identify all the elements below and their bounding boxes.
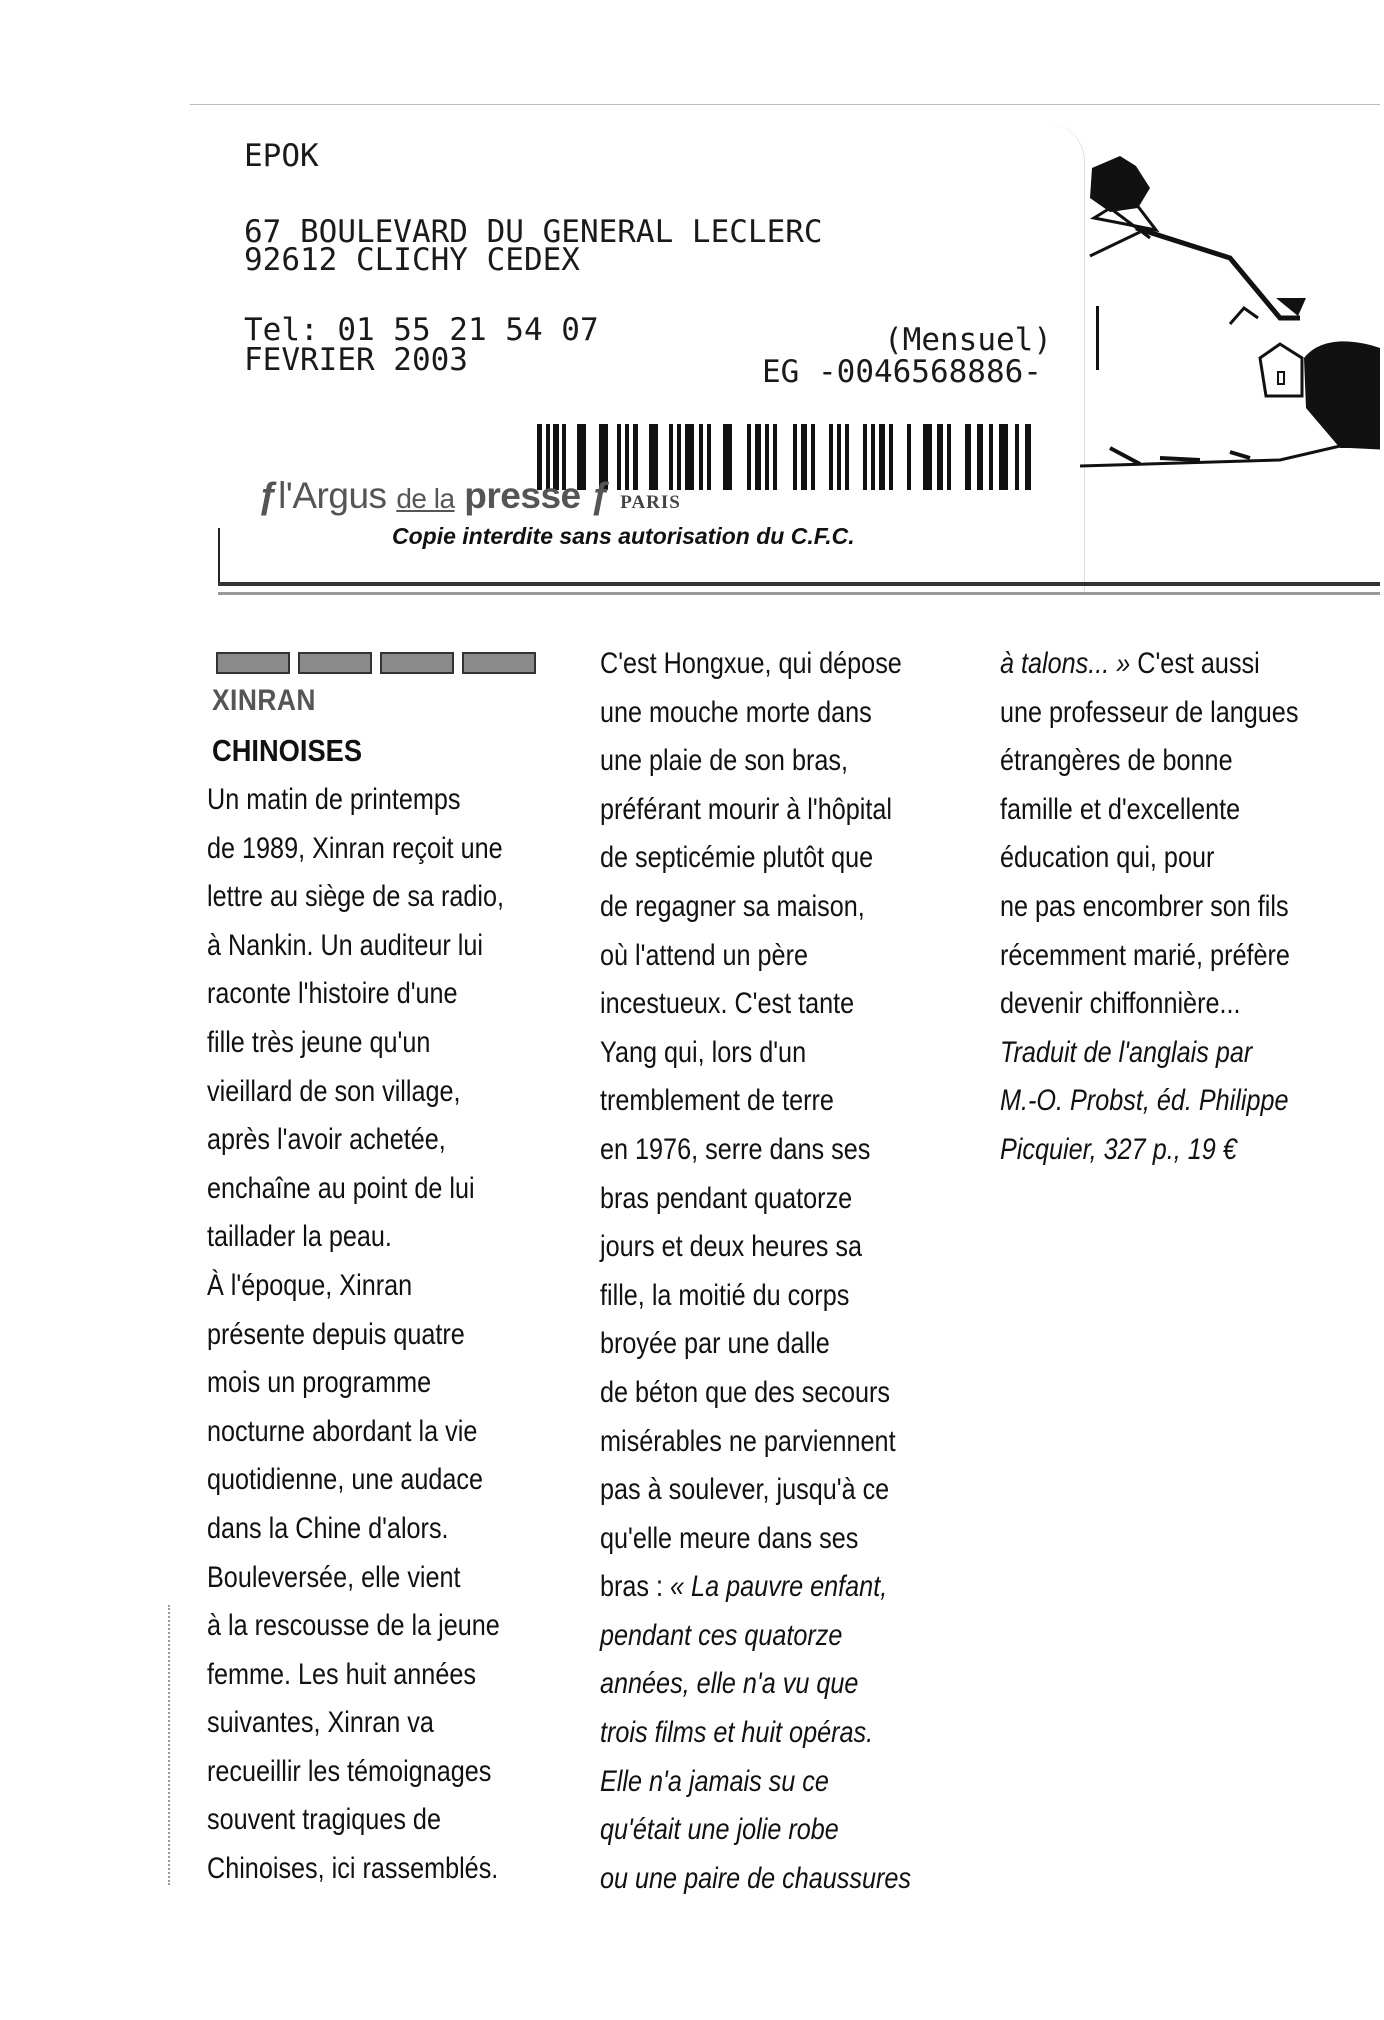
article-line: souvent tragiques de (207, 1803, 441, 1837)
article-line: une professeur de langues (1000, 695, 1299, 729)
article-line: de septicémie plutôt que (600, 841, 874, 875)
article-line: ou une paire de chaussures (600, 1861, 912, 1895)
article-line: en 1976, serre dans ses (600, 1132, 871, 1166)
article-line: qu'elle meure dans ses (600, 1521, 859, 1555)
telephone: Tel: 01 55 21 54 07 (244, 312, 599, 348)
article-line: mois un programme (207, 1366, 432, 1400)
article-line: famille et d'excellente (1000, 792, 1241, 826)
agency-prefix: l'Argus (278, 475, 397, 516)
article-text-plain: bras : (600, 1570, 671, 1604)
reference-number: EG -0046568886- (762, 354, 1042, 390)
article-line: à Nankin. Un auditeur lui (207, 928, 483, 962)
article-column-2 (600, 640, 911, 1903)
article-line (1000, 640, 1298, 689)
article-line: présente depuis quatre (207, 1317, 465, 1351)
article-line: taillader la peau. (207, 1220, 392, 1254)
top-rule (190, 104, 1380, 105)
agency-slash-icon: ƒ (590, 475, 611, 516)
frame-bottom-rule-2 (218, 592, 1380, 595)
article-line: vieillard de son village, (207, 1074, 461, 1108)
article-line: une plaie de son bras, (600, 744, 848, 778)
article-line: dans la Chine d'alors. (207, 1511, 449, 1545)
agency-presse: presse (454, 475, 581, 516)
article-quote-end: à talons... » (1000, 647, 1131, 680)
article-line: nocturne abordant la vie (207, 1414, 478, 1448)
article-line: recueillir les témoignages (207, 1754, 492, 1788)
article-line: ne pas encombrer son fils (1000, 889, 1289, 923)
frequency: (Mensuel) (884, 322, 1052, 358)
article-line: quotidienne, une audace (207, 1463, 484, 1497)
article-line: récemment marié, préfère (1000, 938, 1290, 972)
article-line: femme. Les huit années (207, 1657, 476, 1691)
article-line: de regagner sa maison, (600, 889, 865, 923)
article-author: XINRAN (212, 684, 316, 717)
article-line: fille très jeune qu'un (207, 1025, 431, 1059)
article-line: pendant ces quatorze (600, 1618, 843, 1652)
article-line: M.-O. Probst, éd. Philippe (1000, 1084, 1289, 1118)
article-line: raconte l'histoire d'une (207, 977, 458, 1011)
margin-dotted-rule (168, 1605, 172, 1885)
article-line (600, 1563, 911, 1612)
agency-logo (258, 475, 681, 517)
agency-city: PARIS (620, 492, 681, 513)
article-line: lettre au siège de sa radio, (207, 880, 504, 914)
publication-name: EPOK (244, 138, 319, 174)
article-line: jours et deux heures sa (600, 1230, 862, 1264)
article-line: tremblement de terre (600, 1084, 834, 1118)
article-text-plain: C'est aussi (1130, 647, 1260, 680)
agency-slash-icon: ƒ (258, 475, 279, 516)
article-line: de béton que des secours (600, 1375, 891, 1409)
article-line: C'est Hongxue, qui dépose (600, 647, 902, 680)
article-line: incestueux. C'est tante (600, 987, 855, 1021)
article-line: Yang qui, lors d'un (600, 1035, 807, 1069)
article-line: pas à soulever, jusqu'à ce (600, 1473, 890, 1507)
article-line: suivantes, Xinran va (207, 1706, 434, 1740)
article-line: trois films et huit opéras. (600, 1716, 874, 1750)
article-line: fille, la moitié du corps (600, 1278, 850, 1312)
article-line: devenir chiffonnière... (1000, 987, 1241, 1021)
article-line: après l'avoir achetée, (207, 1123, 446, 1157)
frame-bottom-rule (218, 582, 1380, 586)
article-line: enchaîne au point de lui (207, 1171, 475, 1205)
article-line: bras pendant quatorze (600, 1181, 853, 1215)
section-decoration (216, 652, 536, 674)
article-line: Elle n'a jamais su ce (600, 1764, 829, 1798)
article-line: broyée par une dalle (600, 1327, 830, 1361)
article-line: qu'était une jolie robe (600, 1813, 839, 1847)
issue-date: FEVRIER 2003 (244, 342, 468, 378)
address-line-2: 92612 CLICHY CEDEX (244, 242, 580, 278)
article-line: étrangères de bonne (1000, 744, 1233, 778)
copyright-notice: Copie interdite sans autorisation du C.F.C. (392, 523, 855, 549)
article-line: éducation qui, pour (1000, 841, 1215, 875)
article-line: préférant mourir à l'hôpital (600, 792, 892, 826)
article-title: CHINOISES (212, 733, 363, 768)
article-line: À l'époque, Xinran (207, 1268, 413, 1302)
article-column-1 (207, 776, 504, 1894)
article-line: années, elle n'a vu que (600, 1667, 859, 1701)
article-line: une mouche morte dans (600, 695, 872, 729)
article-line: à la rescousse de la jeune (207, 1609, 500, 1643)
article-line: Un matin de printemps (207, 783, 461, 816)
article-quote-start: « La pauvre enfant, (670, 1570, 888, 1604)
frame-left-rule (218, 528, 220, 584)
article-line: Chinoises, ici rassemblés. (207, 1852, 499, 1886)
article-line: Picquier, 327 p., 19 € (1000, 1132, 1237, 1166)
article-column-3 (1000, 640, 1298, 1175)
article-line: Bouleversée, elle vient (207, 1560, 461, 1594)
house-sketch-logo (1080, 148, 1380, 478)
article-line: Traduit de l'anglais par (1000, 1035, 1253, 1069)
article-line: misérables ne parviennent (600, 1424, 896, 1458)
article-line: de 1989, Xinran reçoit une (207, 831, 503, 865)
agency-de-la: de la (396, 483, 455, 514)
address-line-1: 67 BOULEVARD DU GENERAL LECLERC (244, 214, 823, 250)
article-line: où l'attend un père (600, 938, 808, 972)
